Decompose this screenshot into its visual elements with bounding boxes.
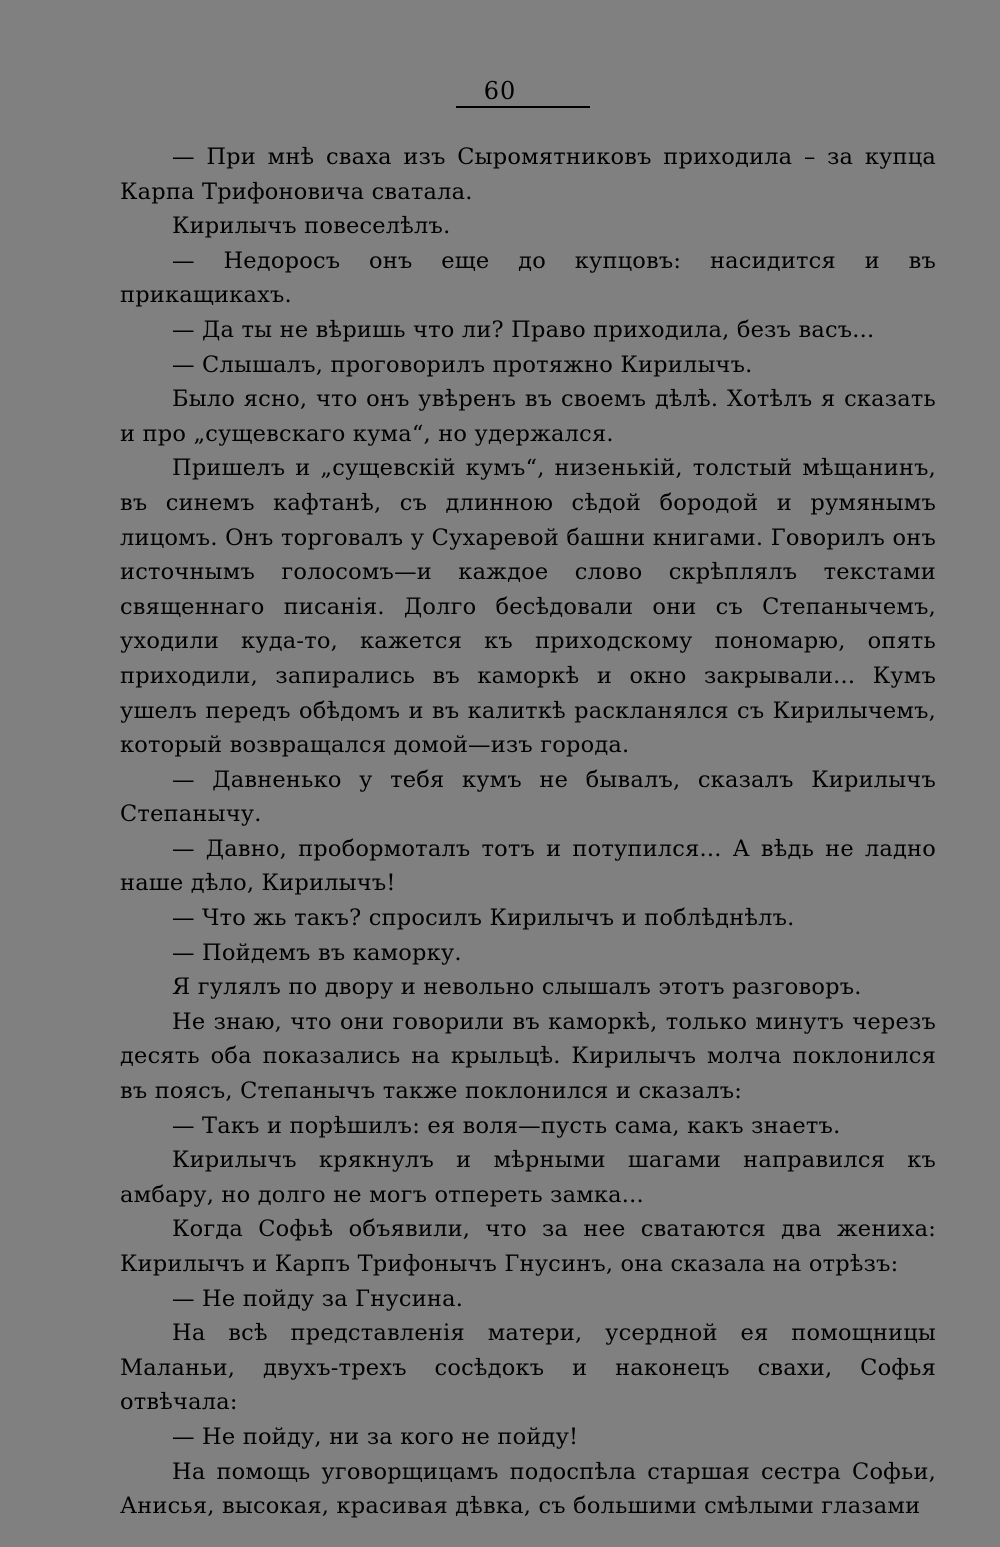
paragraph: — Пойдемъ въ каморку. bbox=[172, 939, 462, 966]
paragraph: — Не пойду, ни за кого не пойду! bbox=[172, 1423, 579, 1450]
paragraph: — При мнѣ сваха изъ Сыромятниковъ приходила – за купца Карпа Трифоновича сватала. bbox=[120, 144, 936, 205]
paragraph: — Такъ и порѣшилъ: ея воля—пусть сама, какъ знаетъ. bbox=[172, 1112, 841, 1139]
paragraph: — Слышалъ, проговорилъ протяжно Кирилычъ. bbox=[172, 351, 753, 378]
paragraph: Было ясно, что онъ увѣренъ въ своемъ дѣлѣ. Хотѣлъ я сказать и про „сущевскаго кума“, но удержался. bbox=[120, 386, 936, 447]
paragraph: — Недоросъ онъ еще до купцовъ: насидится и въ прикащикахъ. bbox=[120, 247, 936, 309]
paragraph: Пришелъ и „сущевскій кумъ“, низенькій, толстый мѣщанинъ, въ синемъ кафтанѣ, съ длинною сѣдой бородой и румянымъ лицомъ. Онъ торговалъ у Сухаревой башни книгами. Говорилъ онъ источнымъ голосомъ—и каждое слово скрѣплялъ текстами священнаго писанія. Долго бесѣдовали они съ Степанычемъ, уходили куда-то, кажется къ приходскому пономарю, опять приходили, запирались въ каморкѣ и окно закрывали... Кумъ ушелъ передъ обѣдомъ и въ калиткѣ раскланялся съ Кирилычемъ, который возвращался домой—изъ города. bbox=[120, 455, 936, 759]
paragraph: Я гулялъ по двору и невольно слышалъ этотъ разговоръ. bbox=[172, 974, 862, 1001]
paragraph: — Давно, пробормоталъ тотъ и потупился... А вѣдь не ладно наше дѣло, Кирилычъ! bbox=[120, 835, 936, 897]
paragraph: — Да ты не вѣришь что ли? Право приходила, безъ васъ... bbox=[172, 316, 875, 343]
page-number-rule bbox=[456, 106, 590, 108]
paragraph: — Давненько у тебя кумъ не бывалъ, сказалъ Кирилычъ Степанычу. bbox=[120, 766, 936, 828]
paragraph: Кирилычъ крякнулъ и мѣрными шагами направился къ амбару, но долго не могъ отпереть замка... bbox=[120, 1147, 936, 1208]
page-number: 60 bbox=[483, 77, 517, 105]
paragraph: Не знаю, что они говорили въ каморкѣ, только минутъ черезъ десять оба показались на крыльцѣ. Кирилычъ молча поклонился въ поясъ, Степанычъ также поклонился и сказалъ: bbox=[120, 1008, 936, 1105]
paragraph: — Что жь такъ? спросилъ Кирилычъ и поблѣднѣлъ. bbox=[172, 905, 795, 932]
paragraph: Когда Софьѣ объявили, что за нее сватаются два жениха: Кирилычъ и Карпъ Трифонычъ Гнусинъ, она сказала на отрѣзъ: bbox=[120, 1216, 936, 1277]
paragraph: — Не пойду за Гнусина. bbox=[172, 1285, 464, 1312]
paragraph: Кирилычъ повеселѣлъ. bbox=[172, 213, 451, 240]
paragraph: На помощь уговорщицамъ подоспѣла старшая сестра Софьи, Анисья, высокая, красивая дѣвка, съ большими смѣлыми глазами bbox=[120, 1458, 936, 1520]
body-text bbox=[120, 140, 936, 1524]
paragraph: На всѣ представленія матери, усердной ея помощницы Маланьи, двухъ-трехъ сосѣдокъ и наконецъ свахи, Софья отвѣчала: bbox=[120, 1320, 936, 1416]
